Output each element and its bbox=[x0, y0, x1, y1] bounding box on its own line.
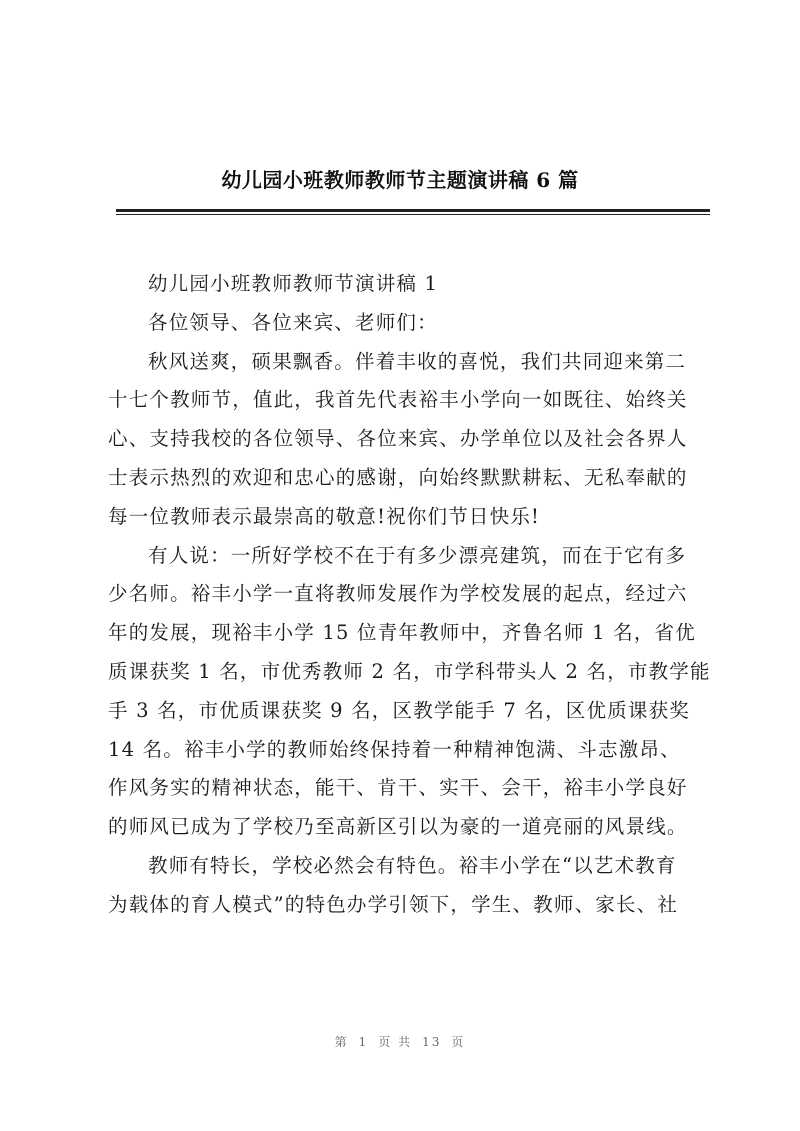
paragraph-line: 少名师。裕丰小学一直将教师发展作为学校发展的起点，经过六 bbox=[108, 582, 688, 606]
document-body bbox=[108, 265, 712, 925]
paragraph-line: 每一位教师表示最崇高的敬意!祝你们节日快乐! bbox=[108, 504, 541, 528]
paragraph-line: 士表示热烈的欢迎和忠心的感谢，向始终默默耕耘、无私奉献的 bbox=[108, 465, 688, 489]
page-footer bbox=[0, 1033, 800, 1050]
footer-current-page: 1 bbox=[358, 1035, 369, 1049]
paragraph-line: 为载体的育人模式”的特色办学引领下，学生、教师、家长、社 bbox=[108, 892, 679, 916]
document-title: 幼儿园小班教师教师节主题演讲稿 6 篇 bbox=[221, 168, 579, 192]
title-rule-thin bbox=[116, 214, 710, 215]
paragraph-line: 质课获奖 1 名，市优秀教师 2 名，市学科带头人 2 名，市教学能 bbox=[108, 659, 711, 683]
paragraph-line: 14 名。裕丰小学的教师始终保持着一种精神饱满、斗志激昂、 bbox=[108, 737, 681, 761]
paragraph-line: 作风务实的精神状态，能干、肯干、实干、会干，裕丰小学良好 bbox=[108, 776, 688, 800]
salutation: 各位领导、各位来宾、老师们： bbox=[148, 310, 438, 334]
footer-total-pages: 13 bbox=[422, 1035, 442, 1049]
paragraph-line: 心、支持我校的各位领导、各位来宾、办学单位以及社会各界人 bbox=[108, 427, 688, 451]
footer-label-total: 页 共 bbox=[378, 1035, 413, 1049]
title-rule-thick bbox=[116, 209, 710, 212]
paragraph-line: 有人说：一所好学校不在于有多少漂亮建筑，而在于它有多 bbox=[148, 543, 687, 567]
footer-label-end: 页 bbox=[451, 1035, 466, 1049]
paragraph-line: 的师风已成为了学校乃至高新区引以为豪的一道亮丽的风景线。 bbox=[108, 815, 688, 839]
paragraph-line: 教师有特长，学校必然会有特色。裕丰小学在“以艺术教育 bbox=[148, 853, 677, 877]
paragraph-line: 十七个教师节，值此，我首先代表裕丰小学向一如既往、始终关 bbox=[108, 388, 688, 412]
section-heading: 幼儿园小班教师教师节演讲稿 1 bbox=[148, 272, 439, 295]
paragraph-line: 年的发展，现裕丰小学 15 位青年教师中，齐鲁名师 1 名，省优 bbox=[108, 621, 696, 645]
footer-label-page: 第 bbox=[334, 1035, 349, 1049]
paragraph-line: 手 3 名，市优质课获奖 9 名，区教学能手 7 名，区优质课获奖 bbox=[108, 698, 691, 722]
paragraph-line: 秋风送爽，硕果飘香。伴着丰收的喜悦，我们共同迎来第二 bbox=[148, 349, 687, 373]
